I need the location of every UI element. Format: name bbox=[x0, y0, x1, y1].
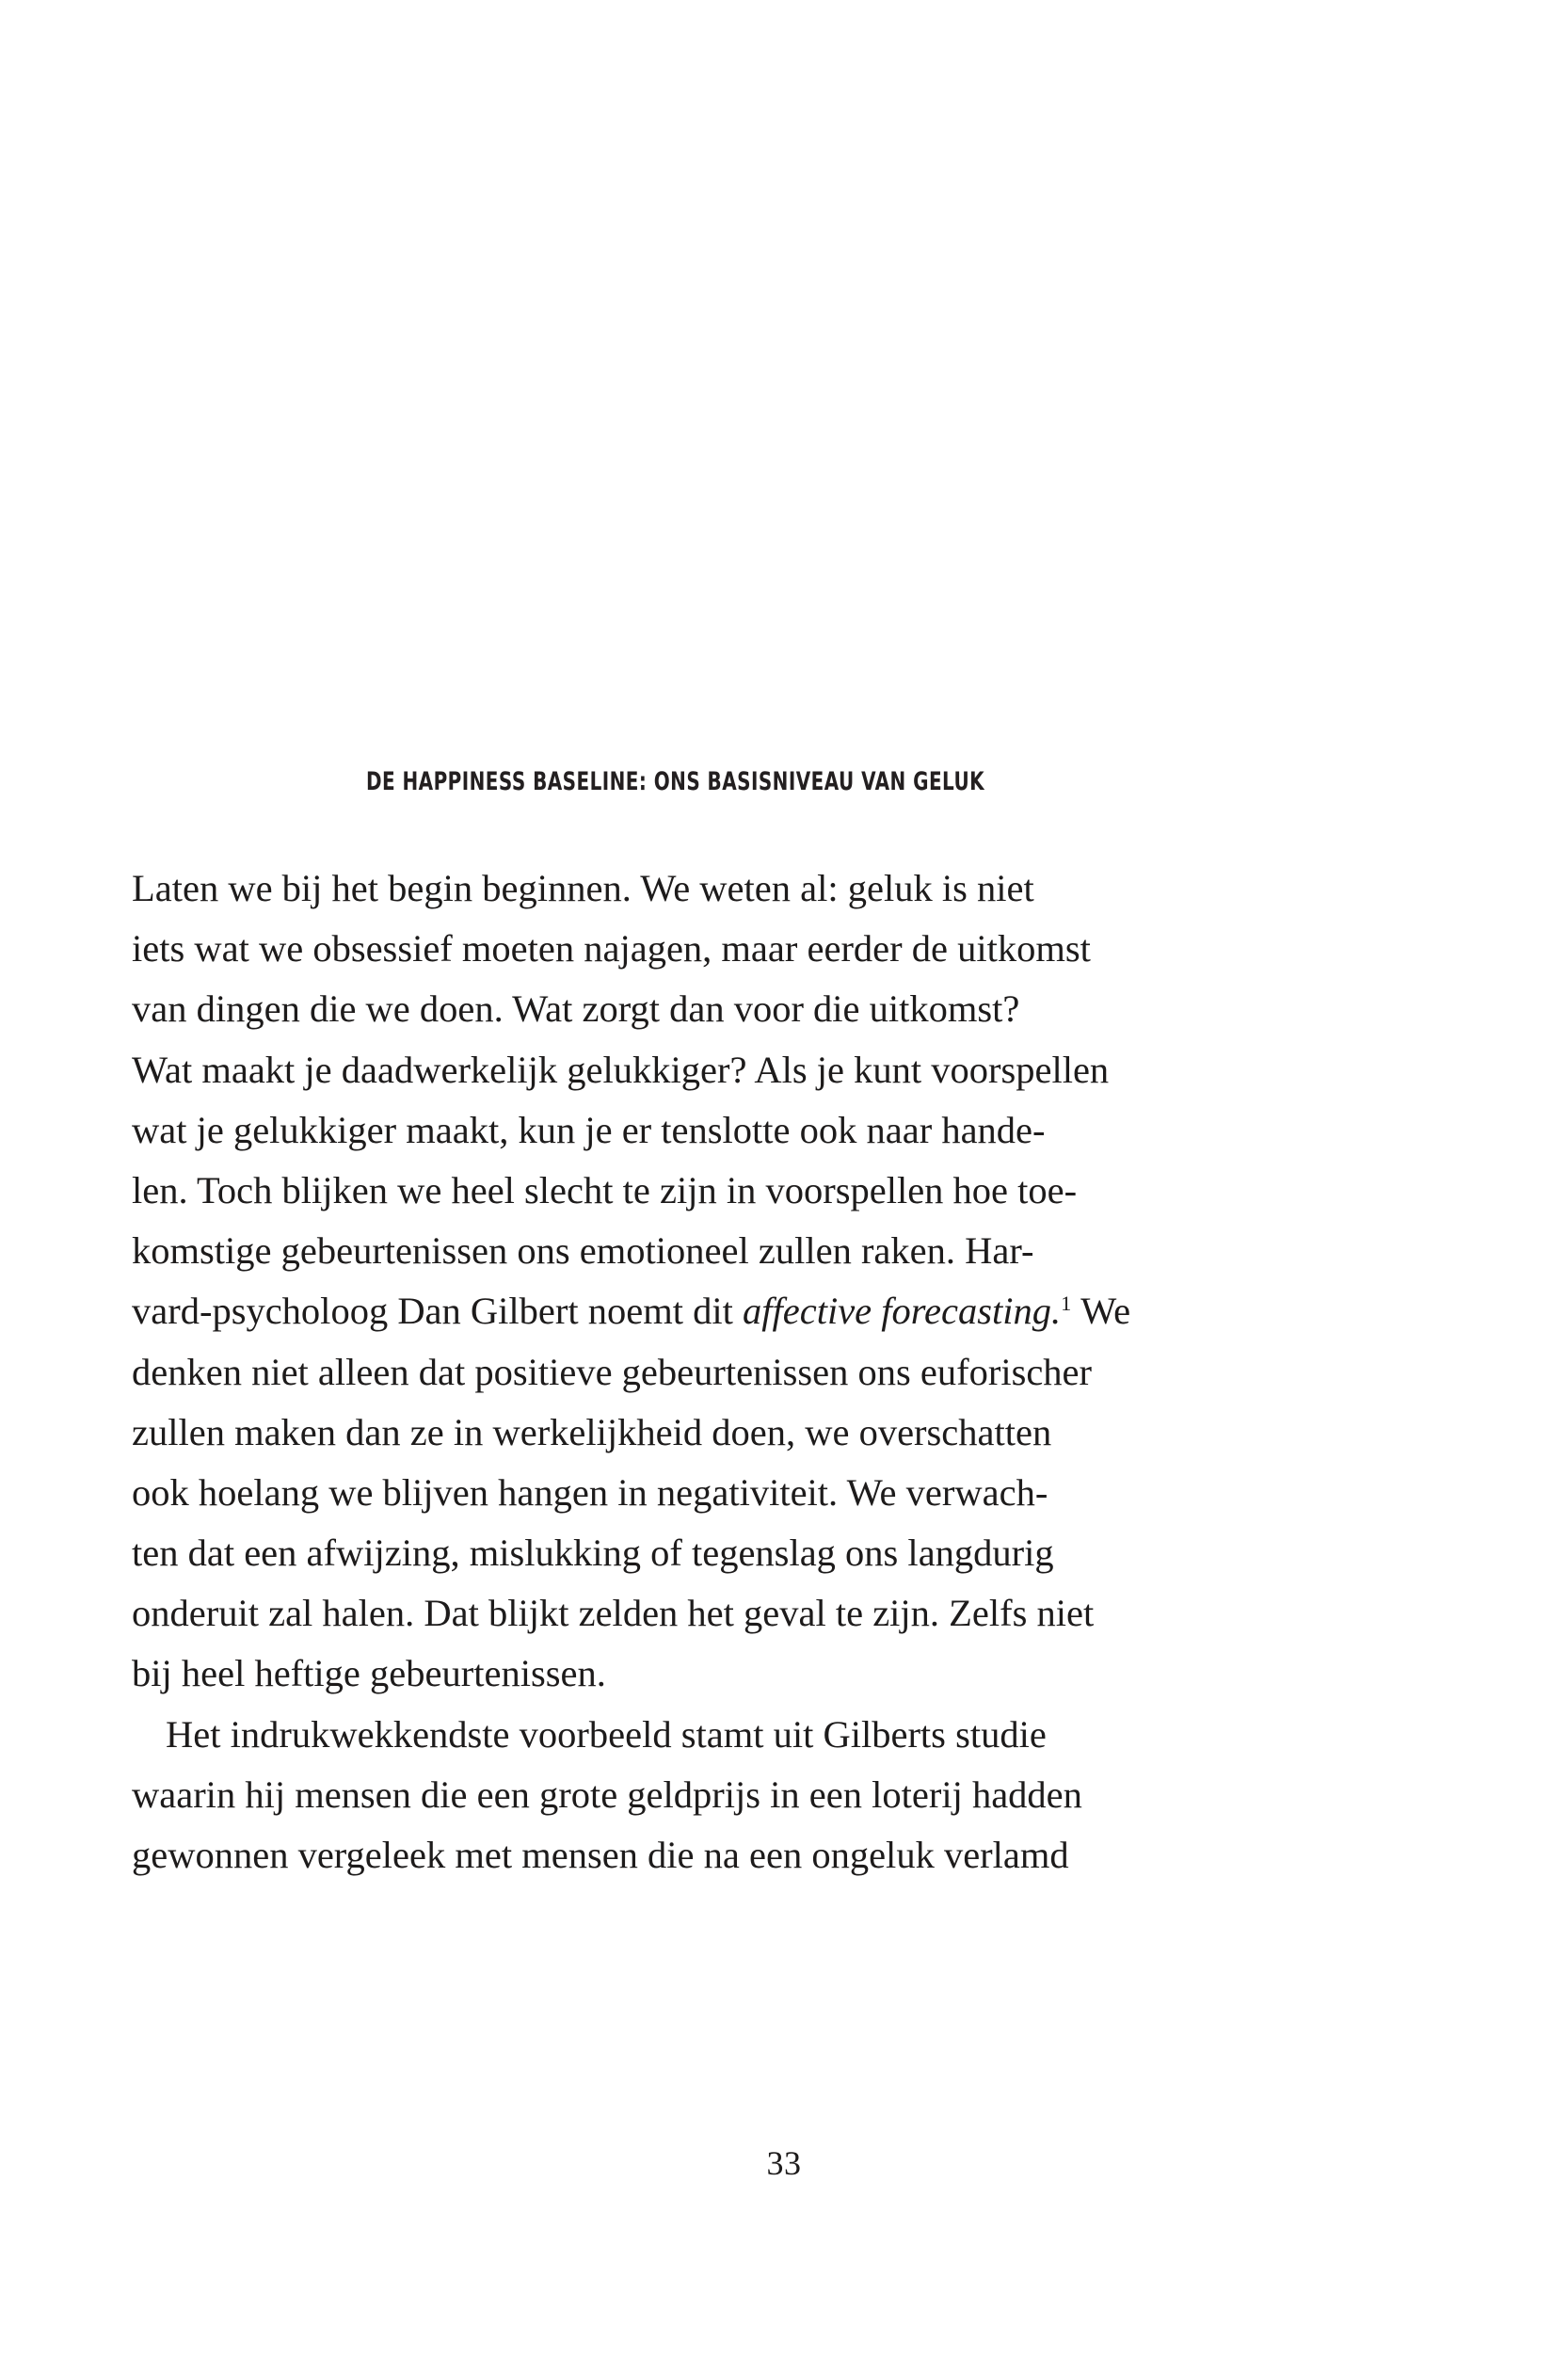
text-line: bij heel heftige gebeurtenissen. bbox=[132, 1652, 606, 1695]
page-number: 33 bbox=[766, 2144, 802, 2182]
text-line: van dingen die we doen. Wat zorgt dan voor die uitkomst? bbox=[132, 987, 1020, 1031]
text-line: denken niet alleen dat positieve gebeurtenissen ons euforischer bbox=[132, 1350, 1093, 1393]
text-line: komstige gebeurtenissen ons emotioneel zullen raken. Har- bbox=[132, 1229, 1034, 1273]
page-title: DE HAPPINESS BASELINE: ONS BASISNIVEAU VAN GELUK bbox=[366, 767, 985, 797]
paragraph-2 bbox=[132, 1705, 1289, 1886]
text-line: ook hoelang we blijven hangen in negativiteit. We verwach- bbox=[132, 1470, 1048, 1514]
text-line-with-citation bbox=[132, 1281, 1289, 1341]
line-text-lead: vard-psycholoog Dan Gilbert noemt dit bbox=[132, 1290, 743, 1333]
text-line: waarin hij mensen die een grote geldprijs in een loterij hadden bbox=[132, 1773, 1082, 1816]
line-text-tail: We bbox=[1071, 1290, 1131, 1333]
text-line: zullen maken dan ze in werkelijkheid doen, we overschatten bbox=[132, 1410, 1052, 1453]
text-line: iets wat we obsessief moeten najagen, maar eerder de uitkomst bbox=[132, 927, 1091, 970]
text-line: gewonnen vergeleek met mensen die na een ongeluk verlamd bbox=[132, 1834, 1069, 1876]
text-line: onderuit zal halen. Dat blijkt zelden het geval te zijn. Zelfs niet bbox=[132, 1592, 1095, 1635]
text-line: Wat maakt je daadwerkelijk gelukkiger? Als je kunt voorspellen bbox=[132, 1048, 1110, 1091]
footnote-marker: 1 bbox=[1061, 1291, 1072, 1316]
body-text-container bbox=[132, 858, 1289, 1885]
text-line: len. Toch blijken we heel slecht te zijn in voorspellen hoe toe- bbox=[132, 1168, 1078, 1211]
text-line: Het indrukwekkendste voorbeeld stamt uit Gilberts studie bbox=[166, 1712, 1047, 1756]
text-line: wat je gelukkiger maakt, kun je er tenslotte ook naar hande- bbox=[132, 1108, 1046, 1151]
text-line: ten dat een afwijzing, mislukking of tegenslag ons langdurig bbox=[132, 1532, 1054, 1575]
text-line: Laten we bij het begin beginnen. We weten al: geluk is niet bbox=[132, 867, 1034, 909]
paragraph-1 bbox=[132, 858, 1289, 1705]
italic-term: affective forecasting. bbox=[743, 1290, 1062, 1333]
